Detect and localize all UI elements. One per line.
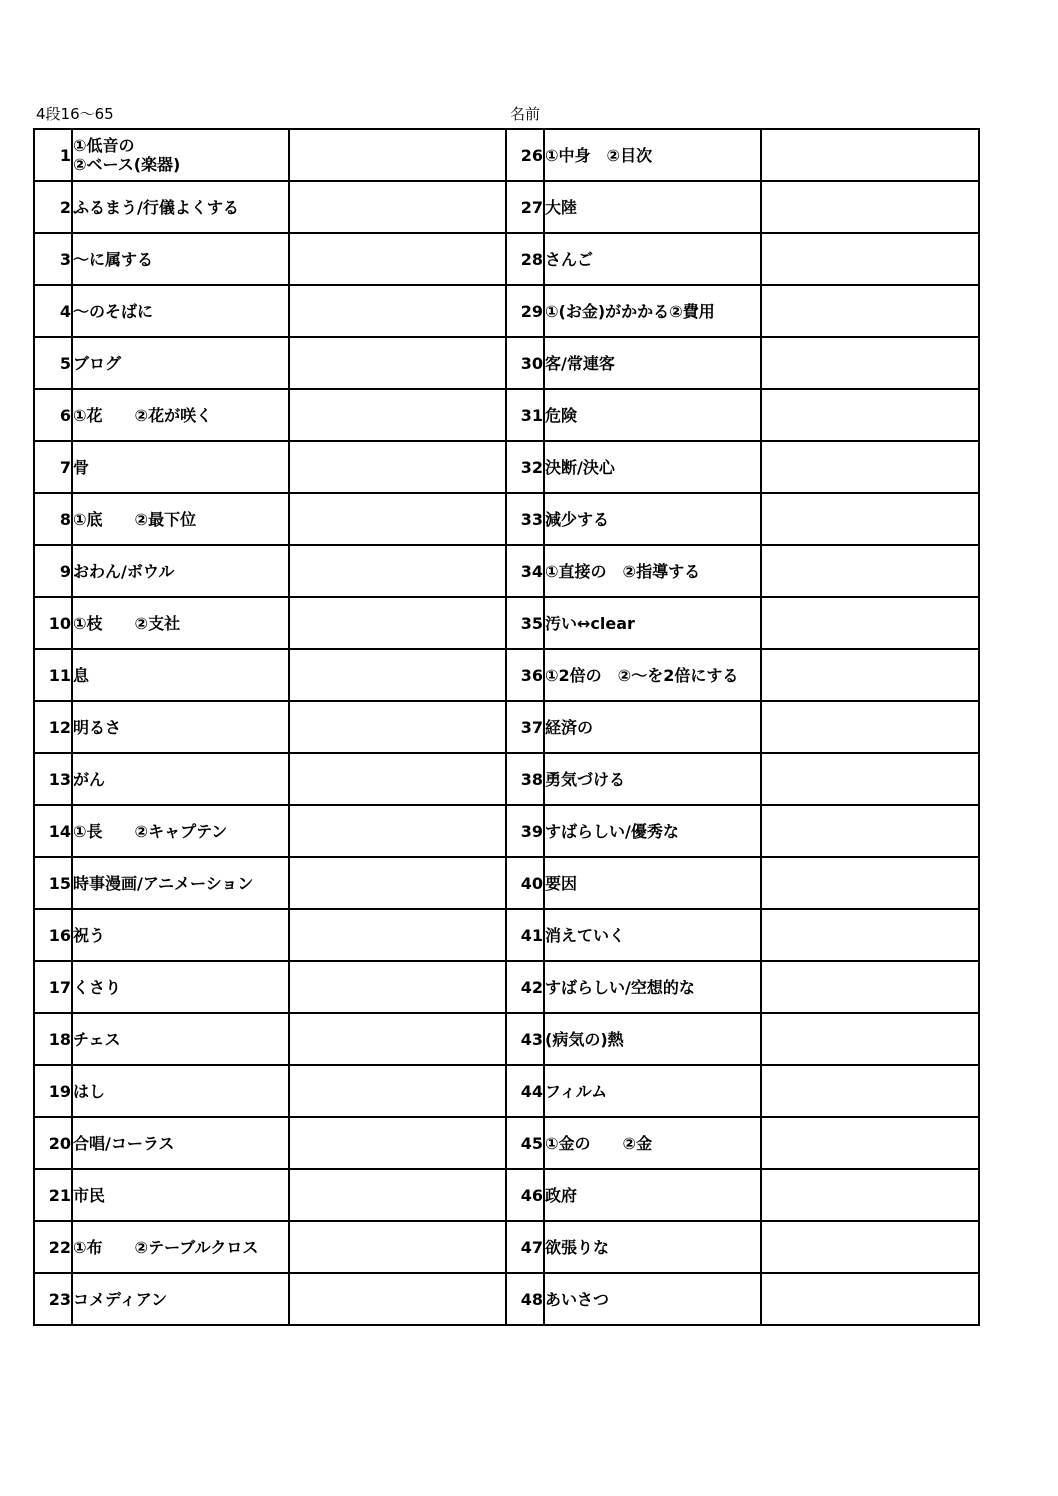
answer-cell[interactable] — [289, 337, 506, 389]
answer-cell[interactable] — [761, 1273, 979, 1325]
item-word — [544, 649, 761, 701]
item-word-text: チェス — [73, 1029, 121, 1049]
answer-cell[interactable] — [761, 701, 979, 753]
table-row — [34, 441, 979, 493]
item-word — [72, 1065, 289, 1117]
answer-cell[interactable] — [761, 493, 979, 545]
item-number — [506, 1013, 544, 1065]
answer-cell[interactable] — [761, 649, 979, 701]
table-row — [34, 857, 979, 909]
item-word-text: 市民 — [73, 1185, 106, 1205]
item-word — [544, 337, 761, 389]
item-word — [72, 649, 289, 701]
item-word — [72, 753, 289, 805]
item-number — [506, 857, 544, 909]
item-number-text: 33 — [520, 509, 543, 529]
table-row — [34, 1013, 979, 1065]
item-number-text: 4 — [59, 301, 71, 321]
item-word-text: 大陸 — [545, 197, 578, 217]
name-label: 名前 — [510, 105, 541, 123]
item-word — [72, 389, 289, 441]
item-word-text: ①(お金)がかかる②費用 — [545, 301, 715, 321]
item-word — [72, 337, 289, 389]
item-number — [34, 1273, 72, 1325]
item-word-text: 骨 — [73, 457, 90, 477]
item-word-text: 減少する — [545, 509, 610, 529]
item-number-text: 17 — [48, 977, 71, 997]
item-word — [72, 701, 289, 753]
answer-cell[interactable] — [289, 1117, 506, 1169]
table-row — [34, 129, 979, 181]
table-row — [34, 961, 979, 1013]
item-word-text: ふるまう/行儀よくする — [73, 197, 239, 217]
item-number — [506, 909, 544, 961]
item-word-text: 消えていく — [545, 925, 626, 945]
item-number-text: 2 — [59, 197, 71, 217]
table-row — [34, 285, 979, 337]
item-number-text: 26 — [520, 145, 543, 165]
answer-cell[interactable] — [761, 753, 979, 805]
item-word — [72, 1169, 289, 1221]
item-number — [34, 805, 72, 857]
item-word-text: ①布 ②テーブルクロス — [73, 1237, 259, 1257]
item-number — [506, 649, 544, 701]
item-word — [544, 181, 761, 233]
item-number-text: 32 — [520, 457, 543, 477]
item-word-text: がん — [73, 769, 106, 789]
answer-cell[interactable] — [761, 181, 979, 233]
item-word — [544, 1117, 761, 1169]
item-word — [544, 389, 761, 441]
item-word — [544, 805, 761, 857]
item-number-text: 7 — [59, 457, 71, 477]
item-word-text: さんご — [545, 249, 594, 269]
answer-cell[interactable] — [289, 753, 506, 805]
answer-cell[interactable] — [289, 441, 506, 493]
item-number — [506, 805, 544, 857]
item-number-text: 1 — [59, 145, 71, 165]
item-number-text: 34 — [520, 561, 543, 581]
item-word-text: コメディアン — [73, 1289, 168, 1309]
item-number — [506, 753, 544, 805]
item-number-text: 39 — [520, 821, 543, 841]
item-number-text: 40 — [520, 873, 543, 893]
item-number — [34, 545, 72, 597]
item-word — [544, 753, 761, 805]
answer-cell[interactable] — [289, 545, 506, 597]
item-word-text: ①枝 ②支社 — [73, 613, 181, 633]
item-word-text: ①中身 ②目次 — [545, 145, 653, 165]
item-number — [506, 337, 544, 389]
item-number-text: 27 — [520, 197, 543, 217]
item-word-text: あいさつ — [545, 1289, 610, 1309]
table-row — [34, 181, 979, 233]
answer-cell[interactable] — [761, 389, 979, 441]
answer-cell[interactable] — [761, 1221, 979, 1273]
answer-cell[interactable] — [289, 1065, 506, 1117]
answer-cell[interactable] — [761, 545, 979, 597]
item-number-text: 6 — [59, 405, 71, 425]
item-number — [34, 181, 72, 233]
item-word — [72, 233, 289, 285]
item-number — [506, 181, 544, 233]
item-word — [544, 233, 761, 285]
item-word-text: 要因 — [545, 873, 578, 893]
item-number-text: 10 — [48, 613, 71, 633]
item-number — [34, 649, 72, 701]
item-number-text: 19 — [48, 1081, 71, 1101]
answer-cell[interactable] — [289, 493, 506, 545]
item-word — [72, 545, 289, 597]
item-word — [72, 285, 289, 337]
answer-cell[interactable] — [761, 961, 979, 1013]
answer-cell[interactable] — [289, 597, 506, 649]
item-word-text: おわん/ボウル — [73, 561, 175, 581]
item-number-text: 48 — [520, 1289, 543, 1309]
item-number-text: 8 — [59, 509, 71, 529]
item-word — [544, 857, 761, 909]
item-word — [544, 1169, 761, 1221]
item-word-text: フィルム — [545, 1081, 608, 1101]
answer-cell[interactable] — [289, 285, 506, 337]
answer-cell[interactable] — [761, 909, 979, 961]
item-number-text: 21 — [48, 1185, 71, 1205]
item-word-text: ①底 ②最下位 — [73, 509, 197, 529]
item-word-text: 勇気づける — [545, 769, 626, 789]
item-number-text: 30 — [520, 353, 543, 373]
answer-cell[interactable] — [289, 909, 506, 961]
item-number — [34, 1065, 72, 1117]
item-number-text: 9 — [59, 561, 71, 581]
item-number — [506, 285, 544, 337]
item-number-text: 46 — [520, 1185, 543, 1205]
item-word-text: ①低音の ②ベース(楽器) — [73, 136, 181, 174]
table-row — [34, 649, 979, 701]
answer-cell[interactable] — [289, 857, 506, 909]
item-number — [34, 285, 72, 337]
item-word — [72, 805, 289, 857]
item-word — [72, 181, 289, 233]
item-number-text: 16 — [48, 925, 71, 945]
table-row — [34, 1221, 979, 1273]
item-word — [544, 545, 761, 597]
item-word — [72, 909, 289, 961]
answer-cell[interactable] — [289, 805, 506, 857]
item-word — [544, 129, 761, 181]
table-row — [34, 337, 979, 389]
item-word-text: ①2倍の ②～を2倍にする — [545, 665, 739, 685]
item-word-text: 政府 — [545, 1185, 578, 1205]
item-number — [506, 1065, 544, 1117]
item-word-text: 欲張りな — [545, 1237, 610, 1257]
table-row — [34, 909, 979, 961]
item-word-text: 経済の — [545, 717, 594, 737]
item-number — [506, 389, 544, 441]
item-number-text: 42 — [520, 977, 543, 997]
answer-cell[interactable] — [761, 597, 979, 649]
item-number — [34, 961, 72, 1013]
item-number-text: 15 — [48, 873, 71, 893]
item-number — [34, 909, 72, 961]
table-row — [34, 1065, 979, 1117]
table-row — [34, 493, 979, 545]
answer-cell[interactable] — [289, 389, 506, 441]
item-number-text: 13 — [48, 769, 71, 789]
item-number — [506, 441, 544, 493]
item-number — [34, 701, 72, 753]
answer-cell[interactable] — [761, 857, 979, 909]
item-number — [34, 389, 72, 441]
item-number-text: 11 — [48, 665, 71, 685]
item-number-text: 43 — [520, 1029, 543, 1049]
table-row — [34, 805, 979, 857]
table-row — [34, 701, 979, 753]
item-word-text: 危険 — [545, 405, 578, 425]
item-number-text: 45 — [520, 1133, 543, 1153]
item-number-text: 37 — [520, 717, 543, 737]
item-number — [34, 1221, 72, 1273]
vocabulary-table — [33, 128, 980, 1326]
item-word — [544, 961, 761, 1013]
table-row — [34, 1273, 979, 1325]
item-number-text: 12 — [48, 717, 71, 737]
sheet-title: 4段16～65 — [36, 105, 114, 123]
answer-cell[interactable] — [761, 1013, 979, 1065]
item-number-text: 36 — [520, 665, 543, 685]
item-word — [544, 909, 761, 961]
item-number-text: 44 — [520, 1081, 543, 1101]
item-number — [34, 857, 72, 909]
item-number — [34, 597, 72, 649]
item-word-text: すばらしい/空想的な — [545, 977, 695, 997]
item-word — [72, 493, 289, 545]
table-row — [34, 389, 979, 441]
item-number — [34, 233, 72, 285]
item-word — [544, 1065, 761, 1117]
answer-cell[interactable] — [289, 129, 506, 181]
item-number — [34, 1013, 72, 1065]
item-word — [544, 1221, 761, 1273]
item-number-text: 18 — [48, 1029, 71, 1049]
answer-cell[interactable] — [289, 649, 506, 701]
item-word — [544, 1013, 761, 1065]
table-row — [34, 753, 979, 805]
answer-cell[interactable] — [289, 1221, 506, 1273]
item-word — [544, 597, 761, 649]
item-word — [72, 129, 289, 181]
item-word-text: ①長 ②キャプテン — [73, 821, 228, 841]
answer-cell[interactable] — [289, 1013, 506, 1065]
item-number — [506, 1221, 544, 1273]
answer-cell[interactable] — [761, 1117, 979, 1169]
answer-cell[interactable] — [761, 233, 979, 285]
item-number-text: 35 — [520, 613, 543, 633]
item-word — [72, 441, 289, 493]
item-word-text: 時事漫画/アニメーション — [73, 873, 254, 893]
item-word-text: 祝う — [73, 925, 106, 945]
answer-cell[interactable] — [761, 285, 979, 337]
item-number-text: 28 — [520, 249, 543, 269]
item-number — [506, 129, 544, 181]
item-number-text: 38 — [520, 769, 543, 789]
item-number — [506, 961, 544, 1013]
item-number — [34, 753, 72, 805]
item-number — [506, 1273, 544, 1325]
answer-cell[interactable] — [289, 701, 506, 753]
item-word-text: くさり — [73, 977, 122, 997]
item-number — [506, 1169, 544, 1221]
answer-cell[interactable] — [289, 233, 506, 285]
item-word-text: 決断/決心 — [545, 457, 615, 477]
answer-cell[interactable] — [761, 1065, 979, 1117]
table-row — [34, 545, 979, 597]
item-number — [34, 1117, 72, 1169]
answer-cell[interactable] — [761, 441, 979, 493]
item-word-text: 客/常連客 — [545, 353, 615, 373]
item-number — [34, 1169, 72, 1221]
item-word-text: ①花 ②花が咲く — [73, 405, 213, 425]
item-number — [506, 233, 544, 285]
item-word-text: ブログ — [73, 353, 122, 373]
table-row — [34, 1169, 979, 1221]
item-number-text: 31 — [520, 405, 543, 425]
table-row — [34, 1117, 979, 1169]
answer-cell[interactable] — [289, 181, 506, 233]
item-word-text: 合唱/コーラス — [73, 1133, 175, 1153]
table-row — [34, 597, 979, 649]
answer-cell[interactable] — [761, 129, 979, 181]
item-word-text: 明るさ — [73, 717, 122, 737]
item-number-text: 41 — [520, 925, 543, 945]
item-word — [544, 285, 761, 337]
item-number-text: 22 — [48, 1237, 71, 1257]
item-word — [72, 1273, 289, 1325]
item-word-text: ～に属する — [73, 249, 154, 269]
item-word — [72, 1221, 289, 1273]
answer-cell[interactable] — [289, 1273, 506, 1325]
item-number — [34, 441, 72, 493]
table-row — [34, 233, 979, 285]
item-number — [506, 1117, 544, 1169]
answer-cell[interactable] — [289, 961, 506, 1013]
item-word-text: (病気の)熱 — [545, 1029, 624, 1049]
item-word-text: 息 — [73, 665, 90, 685]
item-word-text: ～のそばに — [73, 301, 154, 321]
item-word — [72, 961, 289, 1013]
item-word-text: すばらしい/優秀な — [545, 821, 679, 841]
item-number-text: 47 — [520, 1237, 543, 1257]
item-word-text: 汚い↔clear — [545, 613, 635, 633]
item-number — [506, 545, 544, 597]
item-word — [544, 1273, 761, 1325]
answer-cell[interactable] — [761, 1169, 979, 1221]
item-word — [72, 597, 289, 649]
item-number-text: 29 — [520, 301, 543, 321]
item-number-text: 3 — [59, 249, 71, 269]
item-word-text: はし — [73, 1081, 106, 1101]
item-number — [34, 129, 72, 181]
item-number-text: 20 — [48, 1133, 71, 1153]
item-number — [506, 493, 544, 545]
item-word-text: ①金の ②金 — [545, 1133, 653, 1153]
item-word — [72, 1117, 289, 1169]
item-number-text: 23 — [48, 1289, 71, 1309]
item-word-text: ①直接の ②指導する — [545, 561, 701, 581]
item-word — [72, 1013, 289, 1065]
item-number — [506, 597, 544, 649]
item-word — [544, 441, 761, 493]
item-word — [544, 493, 761, 545]
answer-cell[interactable] — [761, 337, 979, 389]
item-number — [34, 493, 72, 545]
answer-cell[interactable] — [289, 1169, 506, 1221]
item-number-text: 14 — [48, 821, 71, 841]
item-number-text: 5 — [59, 353, 71, 373]
item-word — [72, 857, 289, 909]
item-number — [34, 337, 72, 389]
answer-cell[interactable] — [761, 805, 979, 857]
item-number — [506, 701, 544, 753]
item-word — [544, 701, 761, 753]
